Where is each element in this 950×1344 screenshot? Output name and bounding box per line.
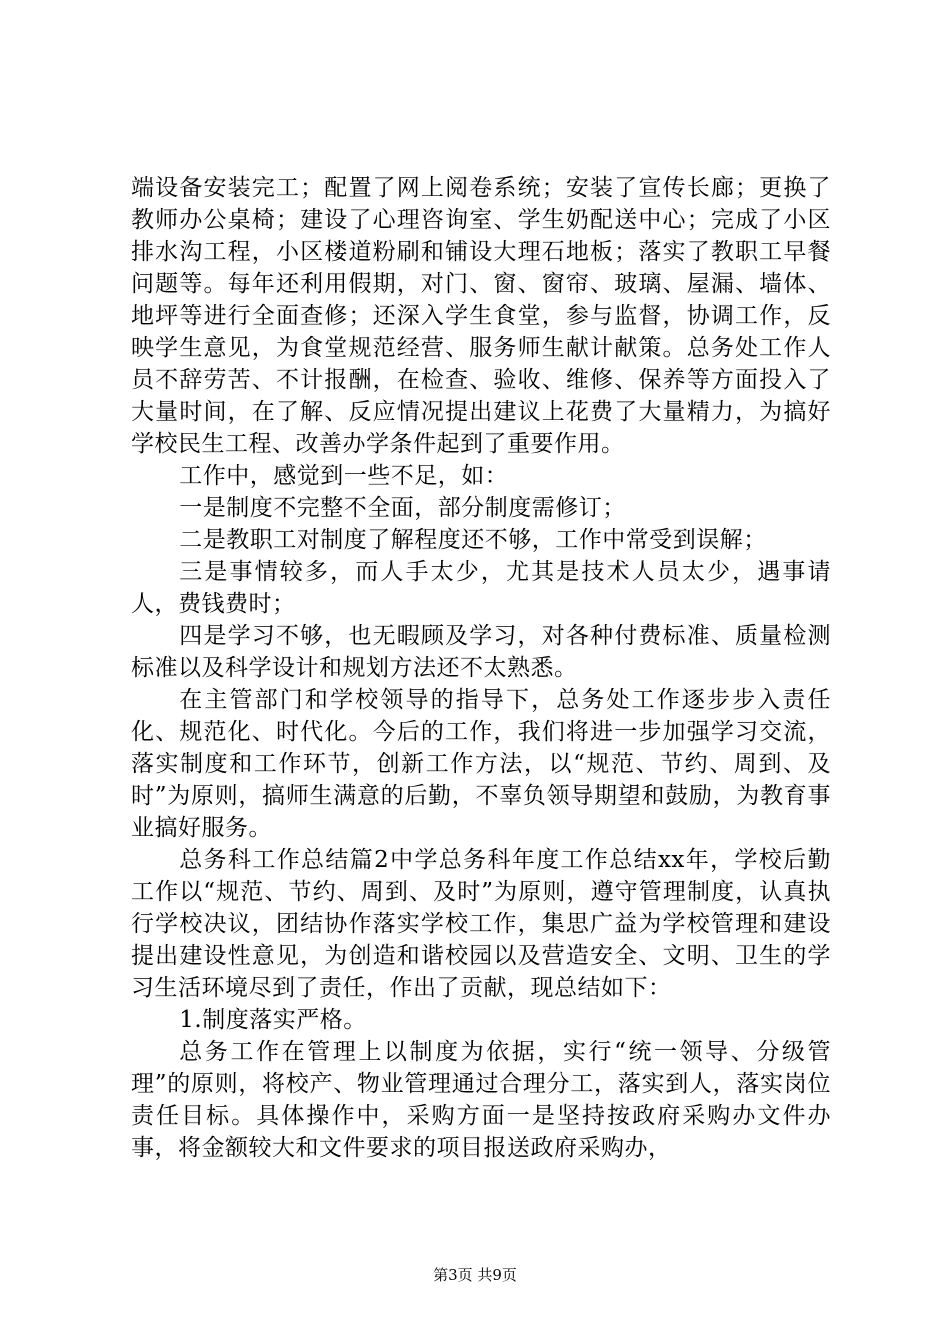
paragraph: 二是教职工对制度了解程度还不够，工作中常受到误解； <box>179 527 767 553</box>
paragraph: 四是学习不够，也无暇顾及学习，对各种付费标准、质量检测标准以及科学设计和规划方法还不太熟悉。 <box>131 623 831 681</box>
paragraph: 总务科工作总结篇2中学总务科年度工作总结xx年，学校后勤工作以“规范、节约、周到、及时”为原则，遵守管理制度，认真执行学校决议，团结协作落实学校工作，集思广益为学校管理和建设提出建设性意见，为创造和谐校园以及营造安全、文明、卫生的学习生活环境尽到了责任，作出了贡献，现总结如下： <box>131 847 831 1001</box>
document-body <box>131 172 831 1164</box>
paragraph: 一是制度不完整不全面，部分制度需修订； <box>179 495 626 521</box>
paragraph: 在主管部门和学校领导的指导下，总务处工作逐步步入责任化、规范化、时代化。今后的工作，我们将进一步加强学习交流，落实制度和工作环节，创新工作方法，以“规范、节约、周到、及时”为原则，搞师生满意的后勤，不辜负领导期望和鼓励，为教育事业搞好服务。 <box>131 687 831 841</box>
paragraph: 工作中，感觉到一些不足，如： <box>179 463 509 489</box>
paragraph: 1.制度落实严格。 <box>179 1007 367 1033</box>
paragraph: 三是事情较多，而人手太少，尤其是技术人员太少，遇事请人，费钱费时； <box>131 559 831 617</box>
page-number-footer: 第3页 共9页 <box>433 1266 517 1284</box>
paragraph: 端设备安装完工；配置了网上阅卷系统；安装了宣传长廊；更换了教师办公桌椅；建设了心理咨询室、学生奶配送中心；完成了小区排水沟工程，小区楼道粉刷和铺设大理石地板；落实了教职工早餐问题等。每年还利用假期，对门、窗、窗帘、玻璃、屋漏、墙体、地坪等进行全面查修；还深入学生食堂，参与监督，协调工作，反映学生意见，为食堂规范经营、服务师生献计献策。总务处工作人员不辞劳苦、不计报酬，在检查、验收、维修、保养等方面投入了大量时间，在了解、反应情况提出建议上花费了大量精力，为搞好学校民生工程、改善办学条件起到了重要作用。 <box>131 175 831 457</box>
paragraph: 总务工作在管理上以制度为依据，实行“统一领导、分级管理”的原则，将校产、物业管理通过合理分工，落实到人，落实岗位责任目标。具体操作中，采购方面一是坚持按政府采购办文件办事，将金额较大和文件要求的项目报送政府采购办， <box>131 1039 831 1161</box>
